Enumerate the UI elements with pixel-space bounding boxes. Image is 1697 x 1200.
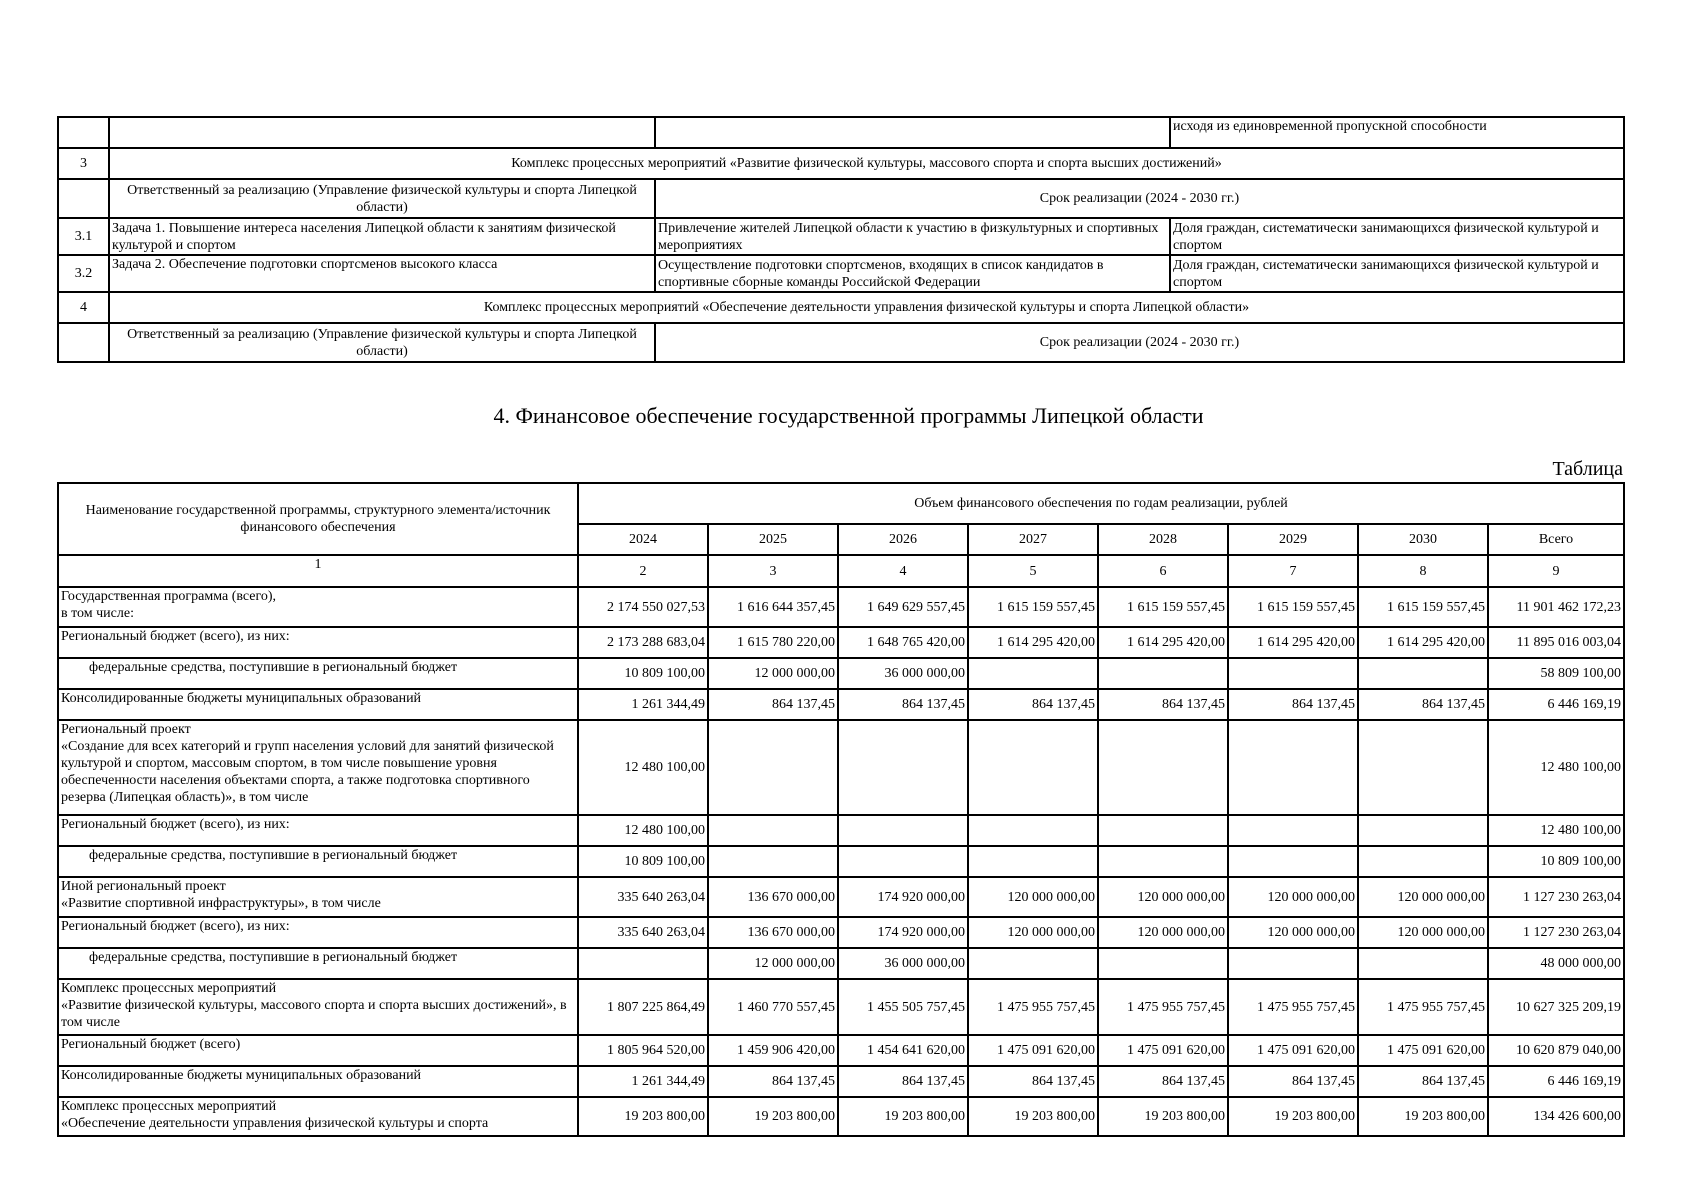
row-label: Региональный бюджет (всего), из них: [58,917,578,948]
amount-cell: 864 137,45 [708,689,838,720]
row-number: 3.2 [58,255,109,292]
table-row [58,117,1624,148]
amount-cell: 1 614 295 420,00 [1098,627,1228,658]
table-row [58,587,1624,627]
amount-cell [708,846,838,877]
amount-cell [1098,658,1228,689]
amount-cell [838,720,968,815]
amount-cell [1098,846,1228,877]
amount-cell: 1 127 230 263,04 [1488,917,1624,948]
amount-cell: 864 137,45 [1098,689,1228,720]
amount-cell: 174 920 000,00 [838,877,968,917]
financing-table [57,482,1625,1137]
amount-cell: 1 460 770 557,45 [708,979,838,1035]
amount-cell: 1 475 091 620,00 [1358,1035,1488,1066]
row-label: Комплекс процессных мероприятий «Обеспечение деятельности управления физической культуры и спорта [58,1097,578,1136]
effect-text: Привлечение жителей Липецкой области к участию в физкультурных и спортивных мероприятиях [655,218,1170,255]
column-number: 7 [1228,555,1358,587]
amount-cell [968,815,1098,846]
responsible-text: Ответственный за реализацию (Управление физической культуры и спорта Липецкой области) [109,323,655,362]
section-number: 4 [58,292,109,323]
amount-cell: 1 127 230 263,04 [1488,877,1624,917]
amount-cell: 120 000 000,00 [968,877,1098,917]
amount-cell [1358,846,1488,877]
amount-cell: 6 446 169,19 [1488,1066,1624,1097]
amount-cell: 19 203 800,00 [578,1097,708,1136]
indicator-text: Доля граждан, систематически занимающихся физической культурой и спортом [1170,255,1624,292]
amount-cell: 12 480 100,00 [1488,815,1624,846]
amount-cell: 1 475 091 620,00 [1228,1035,1358,1066]
amount-cell: 174 920 000,00 [838,917,968,948]
amount-cell [708,720,838,815]
amount-cell [838,846,968,877]
amount-cell: 864 137,45 [1228,1066,1358,1097]
column-number: 4 [838,555,968,587]
column-number: 5 [968,555,1098,587]
table-label: Таблица [1552,458,1623,480]
responsible-row [58,179,1624,218]
table-row [58,815,1624,846]
amount-cell: 1 615 159 557,45 [1228,587,1358,627]
year-header: 2030 [1358,524,1488,555]
amount-cell: 1 475 955 757,45 [1098,979,1228,1035]
column-number: 8 [1358,555,1488,587]
amount-cell [968,948,1098,979]
amount-cell: 19 203 800,00 [1358,1097,1488,1136]
amount-cell: 2 174 550 027,53 [578,587,708,627]
amount-cell: 1 459 906 420,00 [708,1035,838,1066]
amount-cell: 136 670 000,00 [708,917,838,948]
amount-cell: 864 137,45 [708,1066,838,1097]
table-row [58,1035,1624,1066]
table-row [58,218,1624,255]
amount-cell [1228,815,1358,846]
amount-cell: 1 261 344,49 [578,689,708,720]
section-heading: 4. Финансовое обеспечение государственной программы Липецкой области [493,403,1204,428]
amount-cell: 19 203 800,00 [968,1097,1098,1136]
amount-cell [968,846,1098,877]
term-text: Срок реализации (2024 - 2030 гг.) [655,179,1624,218]
amount-cell: 120 000 000,00 [968,917,1098,948]
structure-table [57,116,1625,363]
amount-cell: 864 137,45 [968,689,1098,720]
amount-cell: 1 614 295 420,00 [1358,627,1488,658]
header-name: Наименование государственной программы, структурного элемента/источник финансового обеспечения [58,483,578,555]
amount-cell: 1 454 641 620,00 [838,1035,968,1066]
cell-text: исходя из единовременной пропускной способности [1170,117,1624,148]
year-header: 2029 [1228,524,1358,555]
section-title: Комплекс процессных мероприятий «Развитие физической культуры, массового спорта и спорта высших достижений» [109,148,1624,179]
row-label: Консолидированные бюджеты муниципальных образований [58,689,578,720]
table-row [58,979,1624,1035]
amount-cell [1358,658,1488,689]
year-header: Всего [1488,524,1624,555]
term-text: Срок реализации (2024 - 2030 гг.) [655,323,1624,362]
amount-cell: 2 173 288 683,04 [578,627,708,658]
amount-cell: 120 000 000,00 [1228,877,1358,917]
amount-cell: 1 261 344,49 [578,1066,708,1097]
amount-cell: 120 000 000,00 [1358,877,1488,917]
amount-cell: 335 640 263,04 [578,917,708,948]
amount-cell: 864 137,45 [838,689,968,720]
amount-cell [1098,815,1228,846]
table-row [58,1097,1624,1136]
amount-cell: 136 670 000,00 [708,877,838,917]
amount-cell: 1 475 091 620,00 [968,1035,1098,1066]
amount-cell [1228,658,1358,689]
amount-cell: 10 620 879 040,00 [1488,1035,1624,1066]
amount-cell: 1 807 225 864,49 [578,979,708,1035]
amount-cell [1098,948,1228,979]
column-number: 3 [708,555,838,587]
amount-cell: 864 137,45 [1358,1066,1488,1097]
table-row [58,689,1624,720]
section-number: 3 [58,148,109,179]
column-numbers-row [58,555,1624,587]
row-label: федеральные средства, поступившие в региональный бюджет [58,948,578,979]
section-title: Комплекс процессных мероприятий «Обеспечение деятельности управления физической культуры и спорта Липецкой области» [109,292,1624,323]
amount-cell: 36 000 000,00 [838,658,968,689]
amount-cell: 19 203 800,00 [1228,1097,1358,1136]
amount-cell [578,948,708,979]
amount-cell: 10 809 100,00 [1488,846,1624,877]
column-number: 9 [1488,555,1624,587]
amount-cell: 12 000 000,00 [708,948,838,979]
amount-cell [1098,720,1228,815]
amount-cell: 120 000 000,00 [1098,917,1228,948]
amount-cell [1358,720,1488,815]
amount-cell [1358,815,1488,846]
section-row [58,148,1624,179]
amount-cell: 864 137,45 [1098,1066,1228,1097]
responsible-row [58,323,1624,362]
amount-cell: 1 455 505 757,45 [838,979,968,1035]
amount-cell: 12 480 100,00 [578,815,708,846]
amount-cell [1228,720,1358,815]
amount-cell [968,720,1098,815]
row-label: Региональный бюджет (всего) [58,1035,578,1066]
table-row [58,658,1624,689]
amount-cell: 48 000 000,00 [1488,948,1624,979]
year-header: 2028 [1098,524,1228,555]
amount-cell [1228,948,1358,979]
amount-cell: 1 648 765 420,00 [838,627,968,658]
amount-cell: 58 809 100,00 [1488,658,1624,689]
year-header: 2026 [838,524,968,555]
amount-cell: 1 805 964 520,00 [578,1035,708,1066]
year-header: 2025 [708,524,838,555]
indicator-text: Доля граждан, систематически занимающихся физической культурой и спортом [1170,218,1624,255]
amount-cell: 1 649 629 557,45 [838,587,968,627]
column-number: 1 [58,555,578,587]
amount-cell: 19 203 800,00 [838,1097,968,1136]
amount-cell: 10 809 100,00 [578,846,708,877]
task-text: Задача 1. Повышение интереса населения Липецкой области к занятиям физической культурой и спортом [109,218,655,255]
amount-cell [1228,846,1358,877]
amount-cell [838,815,968,846]
amount-cell: 335 640 263,04 [578,877,708,917]
table-row [58,720,1624,815]
amount-cell: 1 475 955 757,45 [1228,979,1358,1035]
amount-cell: 12 480 100,00 [578,720,708,815]
amount-cell: 864 137,45 [1228,689,1358,720]
header-volume: Объем финансового обеспечения по годам реализации, рублей [578,483,1624,524]
row-label: федеральные средства, поступившие в региональный бюджет [58,846,578,877]
amount-cell: 1 615 159 557,45 [1098,587,1228,627]
amount-cell: 10 809 100,00 [578,658,708,689]
amount-cell: 1 475 955 757,45 [968,979,1098,1035]
amount-cell: 120 000 000,00 [1098,877,1228,917]
column-number: 6 [1098,555,1228,587]
amount-cell: 1 615 780 220,00 [708,627,838,658]
row-label: Консолидированные бюджеты муниципальных образований [58,1066,578,1097]
amount-cell: 6 446 169,19 [1488,689,1624,720]
amount-cell: 1 616 644 357,45 [708,587,838,627]
row-label: Иной региональный проект «Развитие спортивной инфраструктуры», в том числе [58,877,578,917]
amount-cell: 12 000 000,00 [708,658,838,689]
row-label: Региональный бюджет (всего), из них: [58,815,578,846]
row-label: Комплекс процессных мероприятий «Развитие физической культуры, массового спорта и спорта высших достижений», в том числе [58,979,578,1035]
responsible-text: Ответственный за реализацию (Управление физической культуры и спорта Липецкой области) [109,179,655,218]
amount-cell: 19 203 800,00 [1098,1097,1228,1136]
amount-cell: 36 000 000,00 [838,948,968,979]
year-header: 2027 [968,524,1098,555]
effect-text: Осуществление подготовки спортсменов, входящих в список кандидатов в спортивные сборные команды Российской Федерации [655,255,1170,292]
amount-cell: 1 475 091 620,00 [1098,1035,1228,1066]
table-row [58,1066,1624,1097]
task-text: Задача 2. Обеспечение подготовки спортсменов высокого класса [109,255,655,292]
amount-cell: 864 137,45 [1358,689,1488,720]
amount-cell [708,815,838,846]
amount-cell: 864 137,45 [838,1066,968,1097]
amount-cell: 19 203 800,00 [708,1097,838,1136]
table-row [58,877,1624,917]
column-number: 2 [578,555,708,587]
table-row [58,255,1624,292]
table-row [58,948,1624,979]
row-label: Региональный бюджет (всего), из них: [58,627,578,658]
amount-cell: 1 475 955 757,45 [1358,979,1488,1035]
table-row [58,917,1624,948]
amount-cell: 1 614 295 420,00 [968,627,1098,658]
year-header: 2024 [578,524,708,555]
amount-cell [968,658,1098,689]
amount-cell: 11 895 016 003,04 [1488,627,1624,658]
amount-cell: 120 000 000,00 [1228,917,1358,948]
section-row [58,292,1624,323]
row-number: 3.1 [58,218,109,255]
amount-cell: 864 137,45 [968,1066,1098,1097]
row-label: федеральные средства, поступившие в региональный бюджет [58,658,578,689]
row-label: Государственная программа (всего), в том числе: [58,587,578,627]
table-row [58,627,1624,658]
amount-cell: 1 615 159 557,45 [968,587,1098,627]
amount-cell: 120 000 000,00 [1358,917,1488,948]
amount-cell [1358,948,1488,979]
amount-cell: 1 614 295 420,00 [1228,627,1358,658]
amount-cell: 1 615 159 557,45 [1358,587,1488,627]
amount-cell: 12 480 100,00 [1488,720,1624,815]
amount-cell: 10 627 325 209,19 [1488,979,1624,1035]
amount-cell: 11 901 462 172,23 [1488,587,1624,627]
header-row [58,483,1624,524]
amount-cell: 134 426 600,00 [1488,1097,1624,1136]
row-label: Региональный проект «Создание для всех категорий и групп населения условий для занятий физической культурой и спортом, массовым спортом, в том числе повышение уровня обеспеченности населения объектами спорта, а также подготовка спортивного резерва (Липецкая область)», в том числе [58,720,578,815]
table-row [58,846,1624,877]
